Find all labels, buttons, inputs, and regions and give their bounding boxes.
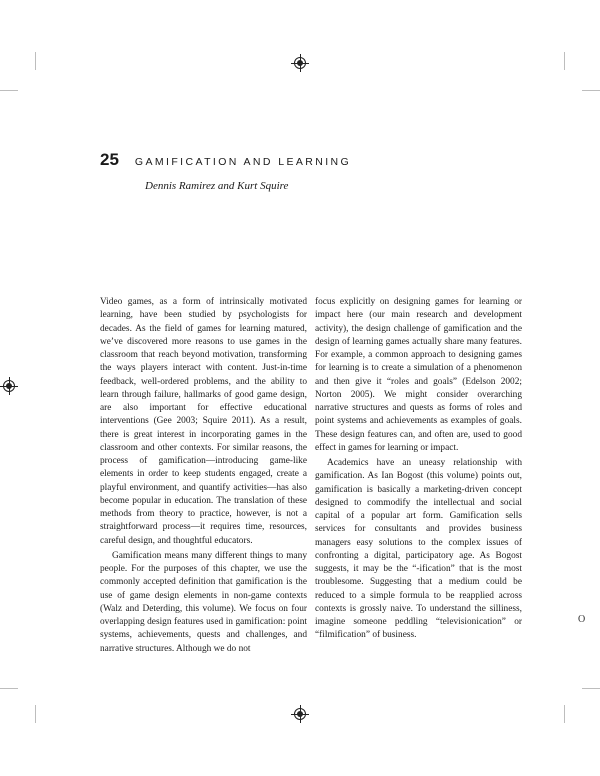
body-column-left [100,296,307,656]
body-paragraph: focus explicitly on designing games for learning or impact here (our main research and development activity), the design challenge of gamification and the design of learning games actually share many features. For example, a common approach to designing games for learning is to create a simulation of a phenomenon and then give it “roles and goals” (Edelson 2002; Norton 2005). We might consider overarching narrative structures and quests as forms of roles and point systems and achievements as examples of goals. These design features can, and often are, used to good effect in games for learning or impact. [315,297,522,453]
registration-mark-left [3,380,15,392]
crop-mark-top-right [564,52,565,70]
chapter-number: 25 [100,150,119,169]
body-paragraph: Academics have an uneasy relationship with gamification. As Ian Bogost (this volume) points out, gamification is basically a marketing-driven concept designed to commodify the intellectual and social capital of a popular art form. Gamification sells services for consultants and provides business managers easy solutions to the complex issues of confronting a digital, participatory age. As Bogost suggests, it may be the “-ification” that is the most troublesome. Suggesting that a medium could be reduced to a simple formula to be reapplied across contexts is grossly naive. To understand the silliness, imagine someone peddling “televisionication” or “filmification” of business. [315,458,522,641]
body-paragraph: Video games, as a form of intrinsically motivated learning, have been studied by psychologists for decades. As the field of games for learning matured, we’ve discovered more reasons to use games in the classroom that reach beyond motivation, transforming the ways players interact with content. Just-in-time feedback, well-ordered problems, and the ability to learn through failure, hallmarks of good game design, are also important for effective educational interventions (Gee 2003; Squire 2011). As a result, there is great interest in incorporating games in the classroom and other contexts. For similar reasons, the process of gamification—introducing game-like elements in order to keep students engaged, create a playful environment, and quantify activities—has also become popular in education. The translation of these methods from theory to practice, however, is not a straightforward process—it requires time, resources, careful design, and thoughtful educators. [100,297,307,546]
crop-mark-right-top [582,90,600,91]
chapter-heading [100,150,351,170]
registration-mark-top [294,57,306,69]
registration-mark-bottom [294,708,306,720]
chapter-title: GAMIFICATION AND LEARNING [134,156,352,168]
crop-mark-bottom-right [564,705,565,723]
crop-mark-left-bottom [0,688,18,689]
body-paragraph: Gamification means many different things to many people. For the purposes of this chapter, we use the commonly accepted definition that gamification is the use of game design elements in non-game contexts (Walz and Deterding, this volume). We focus on four overlapping design features used in gamification: point systems, achievements, quests and challenges, and narrative structures. Although we do not [100,550,307,654]
page-marker: O [578,614,586,625]
crop-mark-top-left [35,52,36,70]
chapter-authors: Dennis Ramirez and Kurt Squire [145,180,289,192]
crop-mark-left-top [0,90,18,91]
crop-mark-right-bottom [582,688,600,689]
crop-mark-bottom-left [35,705,36,723]
body-column-right [315,296,522,643]
